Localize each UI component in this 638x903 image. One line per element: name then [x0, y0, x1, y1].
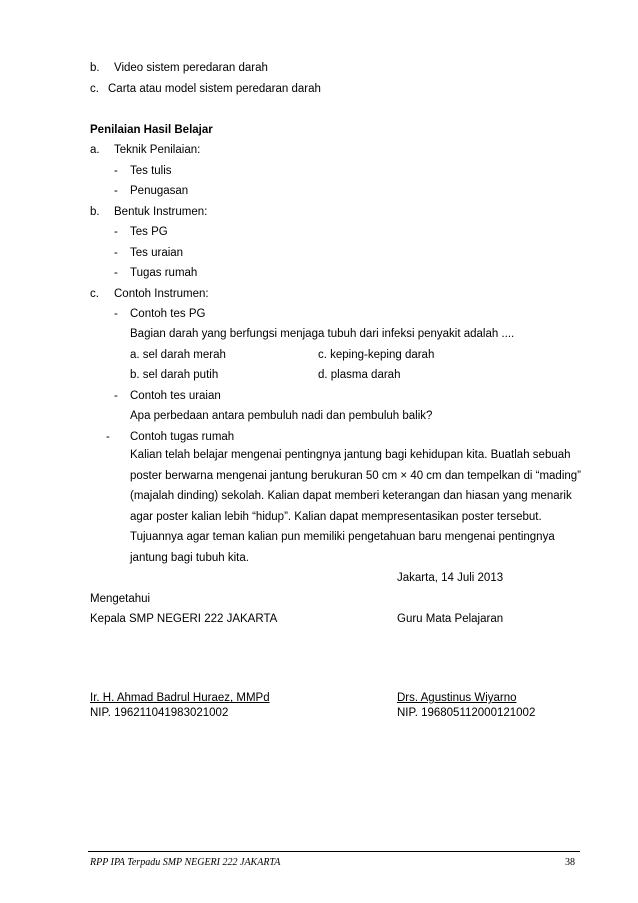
tugas-title: Contoh tugas rumah: [130, 431, 235, 443]
principal-title: Kepala SMP NEGERI 222 JAKARTA: [90, 613, 278, 625]
contoh-instrumen-label: Contoh Instrumen:: [114, 288, 209, 300]
teacher-nip: NIP. 196805112000121002: [397, 707, 536, 719]
dash-marker: -: [114, 165, 118, 177]
pg-option-a: a. sel darah merah: [130, 349, 226, 361]
media-b-marker: b.: [90, 62, 100, 74]
pg-title: Contoh tes PG: [130, 308, 206, 320]
media-b-text: Video sistem peredaran darah: [114, 62, 268, 74]
list-item: Tes PG: [130, 226, 168, 238]
dash-marker: -: [114, 267, 118, 279]
principal-nip: NIP. 196211041983021002: [90, 707, 229, 719]
list-item: Penugasan: [130, 185, 189, 197]
dash-marker: -: [114, 390, 118, 402]
dash-marker: -: [114, 308, 118, 320]
teacher-title: Guru Mata Pelajaran: [397, 613, 504, 625]
principal-name: Ir. H. Ahmad Badrul Huraez, MMPd: [90, 692, 270, 704]
section-heading: Penilaian Hasil Belajar: [90, 124, 213, 136]
dash-marker: -: [114, 226, 118, 238]
dash-marker: -: [114, 185, 118, 197]
mengetahui-label: Mengetahui: [90, 593, 151, 605]
list-marker-a: a.: [90, 144, 100, 156]
footer-text: RPP IPA Terpadu SMP NEGERI 222 JAKARTA: [90, 857, 281, 868]
dash-marker: -: [106, 431, 110, 443]
page-number: 38: [565, 857, 575, 868]
uraian-question: Apa perbedaan antara pembuluh nadi dan pembuluh balik?: [130, 410, 433, 422]
teacher-name: Drs. Agustinus Wiyarno: [397, 692, 517, 704]
media-c-marker: c.: [90, 83, 99, 95]
pg-option-d: d. plasma darah: [318, 369, 401, 381]
pg-question: Bagian darah yang berfungsi menjaga tubuh dari infeksi penyakit adalah ....: [130, 328, 515, 340]
dash-marker: -: [114, 247, 118, 259]
list-marker-b: b.: [90, 206, 100, 218]
teknik-penilaian-label: Teknik Penilaian:: [114, 144, 201, 156]
place-date: Jakarta, 14 Juli 2013: [397, 572, 504, 584]
media-c-text: Carta atau model sistem peredaran darah: [108, 83, 321, 95]
pg-option-b: b. sel darah putih: [130, 369, 219, 381]
list-marker-c: c.: [90, 288, 99, 300]
pg-option-c: c. keping-keping darah: [318, 349, 435, 361]
uraian-title: Contoh tes uraian: [130, 390, 221, 402]
list-item: Tes tulis: [130, 165, 172, 177]
footer-rule: [88, 851, 580, 852]
bentuk-instrumen-label: Bentuk Instrumen:: [114, 206, 208, 218]
tugas-paragraph: Kalian telah belajar mengenai pentingnya jantung bagi kehidupan kita. Buatlah sebuah poster berwarna mengenai jantung berukuran 50 cm × 40 cm dan tempelkan di “mading” (majalah dinding) sekolah. Kalian dapat memberi keterangan dan hiasan yang menarik agar poster kalian lebih “hidup”. Kalian dapat mempresentasikan poster tersebut. Tujuannya agar teman kalian pun memiliki pengetahuan baru mengenai pentingnya jantung bagi tubuh kita.: [130, 449, 581, 564]
list-item: Tes uraian: [130, 247, 184, 259]
list-item: Tugas rumah: [130, 267, 198, 279]
